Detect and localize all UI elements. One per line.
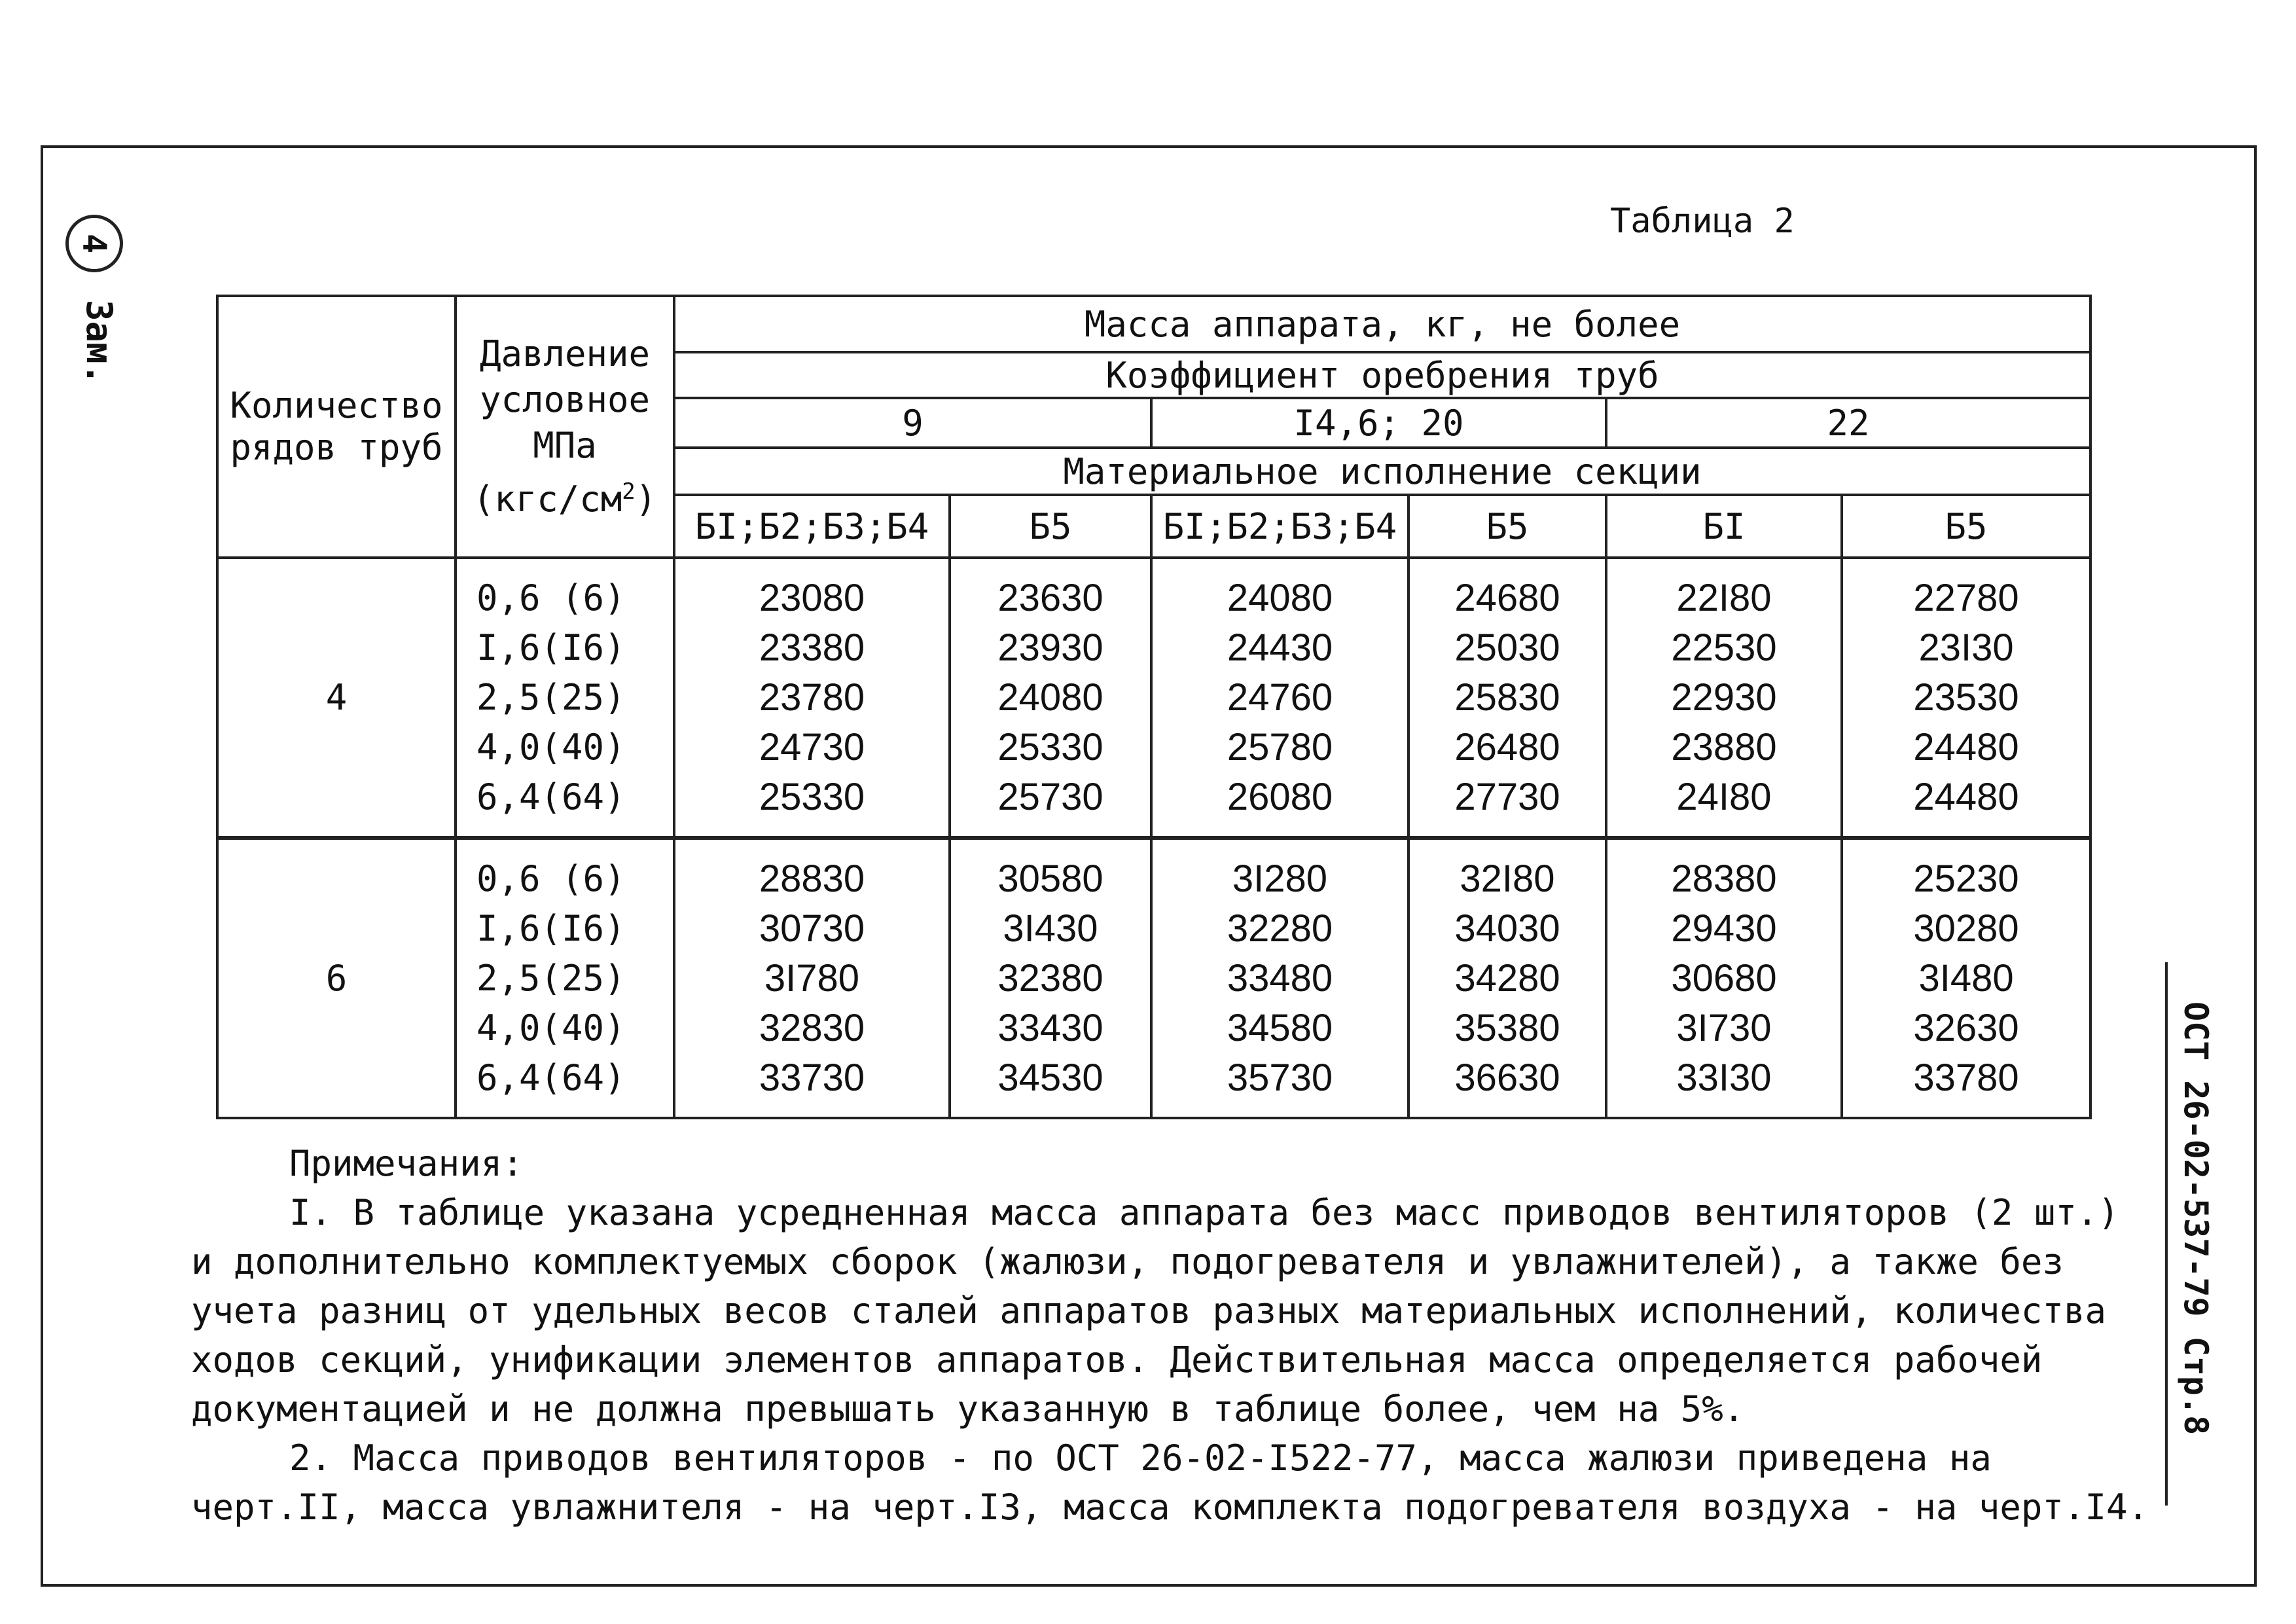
mass-cell: 23630 23930 24080 25330 25730: [950, 558, 1151, 838]
revision-number-circle: [65, 215, 123, 272]
pressure-header-line3: $(кгс/см^2)$: [473, 478, 657, 520]
fin-coefficient-header: Коэффициент оребрения труб: [674, 352, 2090, 398]
mass-cell: 22780 23I30 23530 24480 24480: [1842, 558, 2090, 838]
mass-cell: 24080 24430 24760 25780 26080: [1151, 558, 1408, 838]
material-col-3: БI;Б2;Б3;Б4: [1151, 495, 1408, 558]
revision-label: Зам.: [79, 300, 120, 386]
stamp-text: ОСТ 26-02-537-79 Стр.8: [2177, 1001, 2215, 1435]
pressure-header-line2: МПа: [533, 425, 597, 466]
rows-count-cell: 6: [217, 838, 456, 1118]
material-col-2: Б5: [950, 495, 1151, 558]
mass-table: [216, 295, 2092, 1119]
mass-cell: 3I280 32280 33480 34580 35730: [1151, 838, 1408, 1118]
stamp-divider: [2165, 962, 2168, 1506]
pressure-header: [456, 296, 674, 558]
material-header: Материальное исполнение секции: [674, 448, 2090, 495]
material-col-1: БI;Б2;Б3;Б4: [674, 495, 950, 558]
mass-cell: 24680 25030 25830 26480 27730: [1408, 558, 1606, 838]
note-1: I. В таблице указана усредненная масса аппарата без масс приводов вентиляторов (2 шт.) и дополнительно комплектуемых сборок (жалюзи, подогревателя и увлажнителей), а также без учета разниц от удельных весов сталей аппаратов разных материальных исполнений, количества ходов секций, унификации элементов аппаратов. Действительная масса определяется рабочей документацией и не должна превышать указанную в таблице более, чем на 5%.: [191, 1192, 2119, 1430]
pressure-cell: 0,6 (6) I,6(I6) 2,5(25) 4,0(40) 6,4(64): [456, 558, 674, 838]
mass-cell: 32I80 34030 34280 35380 36630: [1408, 838, 1606, 1118]
note-2: 2. Масса приводов вентиляторов - по ОСТ 26-02-I522-77, масса жалюзи приведена на черт.II, масса увлажнителя - на черт.I3, масса комплекта подогревателя воздуха - на черт.I4.: [191, 1437, 2149, 1528]
pressure-cell: 0,6 (6) I,6(I6) 2,5(25) 4,0(40) 6,4(64): [456, 838, 674, 1118]
material-col-5: БI: [1606, 495, 1842, 558]
document-stamp: [2165, 962, 2224, 1506]
fin-coefficient-14-20: I4,6; 20: [1151, 398, 1606, 448]
pressure-header-line1: Давление условное: [479, 333, 651, 420]
mass-cell: 30580 3I430 32380 33430 34530: [950, 838, 1151, 1118]
revision-mark: [65, 215, 137, 418]
mass-cell: 22I80 22530 22930 23880 24I80: [1606, 558, 1842, 838]
rows-count-header: Количество рядов труб: [217, 296, 456, 558]
table-row-group-4: [217, 558, 2090, 838]
notes-heading: Примечания:: [289, 1143, 524, 1184]
mass-cell: 25230 30280 3I480 32630 33780: [1842, 838, 2090, 1118]
mass-cell: 23080 23380 23780 24730 25330: [674, 558, 950, 838]
mass-header: Масса аппарата, кг, не более: [674, 296, 2090, 352]
notes-section: [191, 1139, 2155, 1532]
rows-count-cell: 4: [217, 558, 456, 838]
table-title: Таблица 2: [1610, 202, 1795, 241]
table-row-group-6: [217, 838, 2090, 1118]
mass-cell: 28380 29430 30680 3I730 33I30: [1606, 838, 1842, 1118]
material-col-4: Б5: [1408, 495, 1606, 558]
mass-cell: 28830 30730 3I780 32830 33730: [674, 838, 950, 1118]
revision-number: 4: [75, 233, 113, 254]
fin-coefficient-9: 9: [674, 398, 1151, 448]
material-col-6: Б5: [1842, 495, 2090, 558]
fin-coefficient-22: 22: [1606, 398, 2090, 448]
